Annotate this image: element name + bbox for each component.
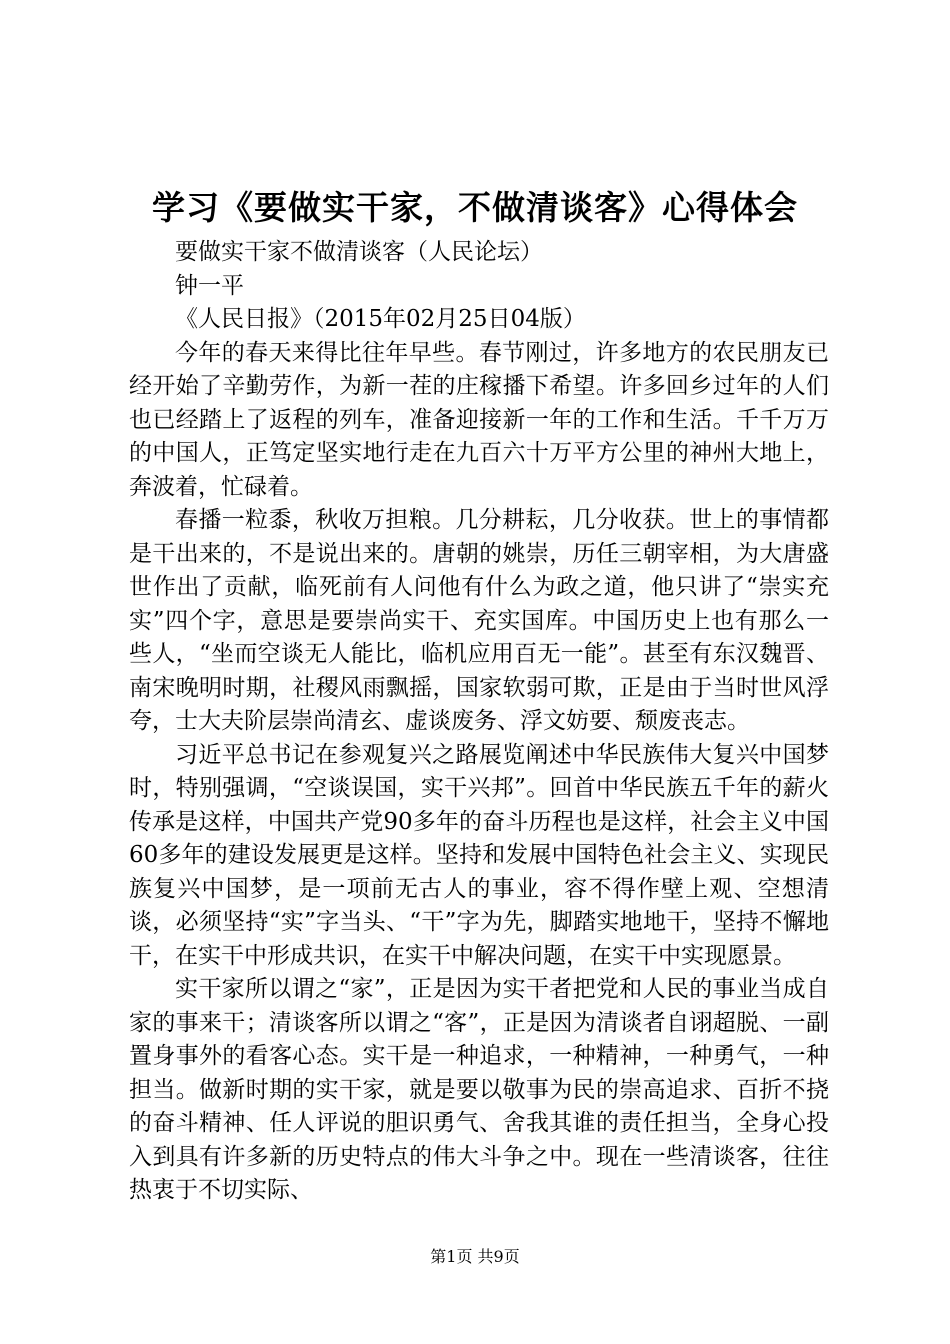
document-body	[129, 236, 829, 1208]
paragraph: 实干家所以谓之“家”，正是因为实干者把党和人民的事业当成自家的事来干；清谈客所以谓之“客”，正是因为清谈者自诩超脱、一副置身事外的看客心态。实干是一种追求，一种精神，一种勇气，一种担当。做新时期的实干家，就是要以敬事为民的崇高追求、百折不挠的奋斗精神、任人评说的胆识勇气、舍我其谁的责任担当，全身心投入到具有许多新的历史特点的伟大斗争之中。现在一些清谈客，往往热衷于不切实际、	[129, 976, 829, 1203]
paragraph: 春播一粒黍，秋收万担粮。几分耕耘，几分收获。世上的事情都是干出来的，不是说出来的。唐朝的姚崇，历任三朝宰相，为大唐盛世作出了贡献，临死前有人问他有什么为政之道，他只讲了“崇实充实”四个字，意思是要崇尚实干、充实国库。中国历史上也有那么一些人，“坐而空谈无人能比，临机应用百无一能”。甚至有东汉魏晋、南宋晚明时期，社稷风雨飘摇，国家软弱可欺，正是由于当时世风浮夸，士大夫阶层崇尚清玄、虚谈废务、浮文妨要、颓废丧志。	[129, 507, 829, 734]
paragraph: 今年的春天来得比往年早些。春节刚过，许多地方的农民朋友已经开始了辛勤劳作，为新一茬的庄稼播下希望。许多回乡过年的人们也已经踏上了返程的列车，准备迎接新一年的工作和生活。千千万万的中国人，正笃定坚实地行走在九百六十万平方公里的神州大地上，奔波着，忙碌着。	[129, 339, 829, 500]
paragraph: 习近平总书记在参观复兴之路展览阐述中华民族伟大复兴中国梦时，特别强调，“空谈误国，实干兴邦”。回首中华民族五千年的薪火传承是这样，中国共产党90多年的奋斗历程也是这样，社会主义中国60多年的建设发展更是这样。坚持和发展中国特色社会主义、实现民族复兴中国梦，是一项前无古人的事业，容不得作壁上观、空想清谈，必须坚持“实”字当头、“干”字为先，脚踏实地地干，坚持不懈地干，在实干中形成共识，在实干中解决问题，在实干中实现愿景。	[129, 741, 829, 969]
article-subtitle: 要做实干家不做清谈客（人民论坛）	[175, 239, 543, 265]
document-title: 学习《要做实干家，不做清谈客》心得体会	[152, 188, 798, 227]
article-source: 《人民日报》（2015年02月25日04版）	[175, 306, 586, 332]
article-author: 钟一平	[175, 272, 244, 299]
page-footer: 第1页 共9页	[430, 1247, 520, 1266]
